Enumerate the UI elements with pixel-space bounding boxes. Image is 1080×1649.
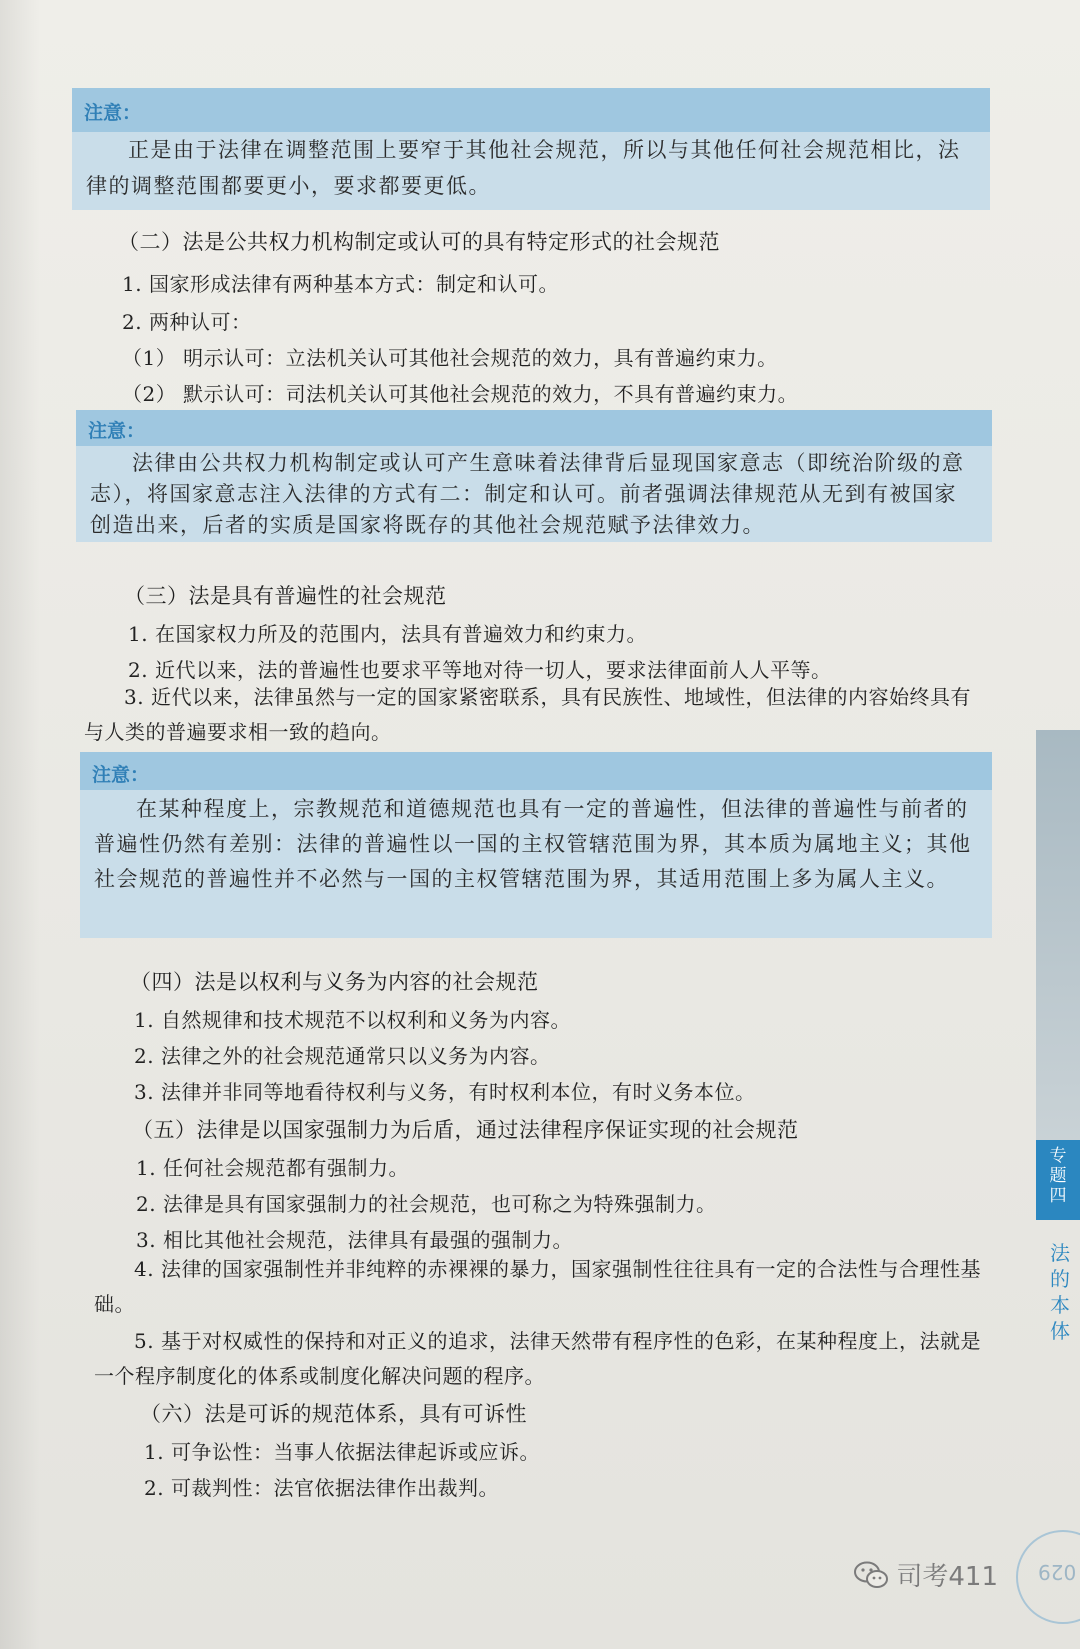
list-item: 3. 法律并非同等地看待权利与义务，有时权利本位，有时义务本位。	[134, 1080, 756, 1104]
chapter-tab	[1036, 1140, 1080, 1220]
note-box-2	[76, 410, 992, 542]
list-item: 3. 近代以来，法律虽然与一定的国家紧密联系，具有民族性、地域性，但法律的内容始终具有与人类的普遍要求相一致的趋向。	[84, 685, 971, 744]
chapter-label: 专题四	[1049, 1146, 1067, 1206]
section-heading-3: （三）法是具有普遍性的社会规范	[124, 584, 447, 608]
note-box-3	[80, 752, 992, 938]
note-text: 正是由于法律在调整范围上要窄于其他社会规范，所以与其他任何社会规范相比，法律的调整范围都要更小，要求都要更低。	[86, 138, 961, 198]
note-box-1	[72, 88, 990, 210]
list-item: 1. 国家形成法律有两种基本方式：制定和认可。	[122, 272, 559, 296]
section-heading-4: （四）法是以权利与义务为内容的社会规范	[130, 970, 539, 994]
note-header-bar	[80, 752, 992, 790]
note-label: 注意：	[92, 764, 150, 786]
note-header-bar	[72, 88, 990, 132]
list-item: 2. 两种认可：	[122, 310, 252, 334]
section-heading-5: （五）法律是以国家强制力为后盾，通过法律程序保证实现的社会规范	[132, 1118, 799, 1142]
section-heading-6: （六）法是可诉的规范体系，具有可诉性	[140, 1402, 527, 1426]
list-item: 4. 法律的国家强制性并非纯粹的赤裸裸的暴力，国家强制性往往具有一定的合法性与合理性基础。	[94, 1257, 981, 1316]
watermark-text: 司考411	[896, 1562, 998, 1592]
list-item: 1. 在国家权力所及的范围内，法具有普遍效力和约束力。	[128, 622, 647, 646]
section-heading-2: （二）法是公共权力机构制定或认可的具有特定形式的社会规范	[118, 230, 720, 254]
list-item: （1） 明示认可：立法机关认可其他社会规范的效力，具有普遍约束力。	[122, 346, 778, 370]
note-header-bar	[76, 410, 992, 446]
list-item: 3. 相比其他社会规范，法律具有最强的强制力。	[136, 1228, 573, 1252]
note-label: 注意：	[84, 102, 142, 124]
list-item: 1. 任何社会规范都有强制力。	[136, 1156, 409, 1180]
list-item: 2. 法律是具有国家强制力的社会规范，也可称之为特殊强制力。	[136, 1192, 717, 1216]
list-item: 2. 近代以来，法的普遍性也要求平等地对待一切人，要求法律面前人人平等。	[128, 658, 832, 682]
chapter-title: 法的本体	[1050, 1241, 1070, 1343]
page-shadow	[0, 0, 40, 1649]
note-text: 在某种程度上，宗教规范和道德规范也具有一定的普遍性，但法律的普遍性与前者的普遍性仍然有差别：法律的普遍性以一国的主权管辖范围为界，其本质为属地主义；其他社会规范的普遍性并不必然与一国的主权管辖范围为界，其适用范围上多为属人主义。	[94, 797, 972, 891]
note-label: 注意：	[88, 420, 146, 442]
list-item: 1. 自然规律和技术规范不以权利和义务为内容。	[134, 1008, 571, 1032]
side-tab-strip	[1036, 730, 1080, 1140]
list-item: 1. 可争讼性：当事人依据法律起诉或应诉。	[144, 1440, 540, 1464]
note-text: 法律由公共权力机构制定或认可产生意味着法律背后显现国家意志（即统治阶级的意志），将国家意志注入法律的方式有二：制定和认可。前者强调法律规范从无到有被国家创造出来，后者的实质是国家将既存的其他社会规范赋予法律效力。	[90, 451, 965, 537]
wechat-icon	[854, 1561, 888, 1589]
list-item: 2. 法律之外的社会规范通常只以义务为内容。	[134, 1044, 551, 1068]
list-item: 2. 可裁判性：法官依据法律作出裁判。	[144, 1476, 499, 1500]
list-item: 5. 基于对权威性的保持和对正义的追求，法律天然带有程序性的色彩，在某种程度上，法就是一个程序制度化的体系或制度化解决问题的程序。	[94, 1329, 981, 1388]
list-item: （2） 默示认可：司法机关认可其他社会规范的效力，不具有普遍约束力。	[122, 382, 799, 406]
watermark	[854, 1556, 998, 1593]
page-number: 029	[1037, 1560, 1076, 1584]
